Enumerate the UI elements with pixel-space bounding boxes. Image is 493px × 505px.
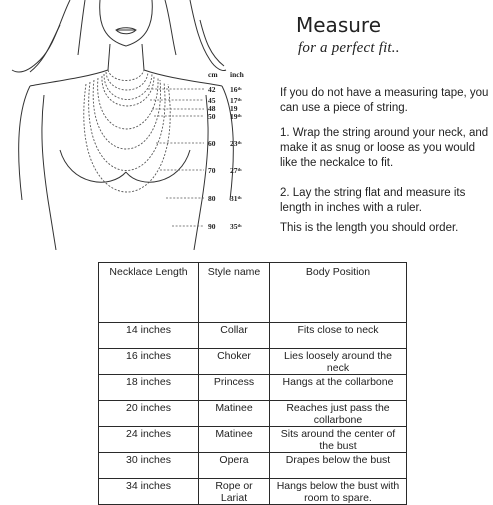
column-header: Style name <box>199 263 270 323</box>
unit-cm: cm <box>208 70 218 79</box>
cell-position: Fits close to neck <box>270 323 407 349</box>
cell-position: Reaches just pass the collarbone <box>270 401 407 427</box>
unit-inch: inch <box>230 70 244 79</box>
table-row <box>99 479 407 505</box>
cell-length: 14 inches <box>99 323 199 349</box>
cell-style: Collar <box>199 323 270 349</box>
cell-length: 24 inches <box>99 427 199 453</box>
measurement-cm: 45 <box>208 96 216 105</box>
cell-length: 34 inches <box>99 479 199 505</box>
cell-position: Hangs at the collarbone <box>270 375 407 401</box>
cell-style: Rope or Lariat <box>199 479 270 505</box>
measurement-cm: 50 <box>208 112 216 121</box>
measurement-cm: 42 <box>208 85 216 94</box>
measurement-inch: 31ᵗʰ <box>230 194 242 203</box>
measurement-inch: 17ᵗʰ <box>230 96 242 105</box>
table-header-row <box>99 263 407 323</box>
measurement-inch: 19ᵗʰ <box>230 112 242 121</box>
measurement-inch: 19 <box>230 104 238 113</box>
page-subtitle: for a perfect fit.. <box>298 40 400 56</box>
column-header: Body Position <box>270 263 407 323</box>
table-row <box>99 375 407 401</box>
necklace-size-table <box>98 262 407 505</box>
column-header: Necklace Length <box>99 263 199 323</box>
instruction-intro: If you do not have a measuring tape, you can use a piece of string. <box>280 87 489 114</box>
measurement-cm: 80 <box>208 194 216 203</box>
table-row <box>99 323 407 349</box>
page-title: Measure <box>296 13 381 37</box>
measurement-cm: 90 <box>208 222 216 231</box>
instruction-order-note: This is the length you should order. <box>280 222 459 234</box>
instruction-step-2: 2. Lay the string flat and measure its length in inches with a ruler. <box>280 187 466 214</box>
measurement-cm: 60 <box>208 139 216 148</box>
measurement-inch: 16ᵗʰ <box>230 85 242 94</box>
cell-length: 16 inches <box>99 349 199 375</box>
measurement-cm: 48 <box>208 104 216 113</box>
measurement-inch: 35ᵗʰ <box>230 222 242 231</box>
table-row <box>99 401 407 427</box>
cell-style: Matinee <box>199 401 270 427</box>
measurement-inch: 23ᵗʰ <box>230 139 242 148</box>
cell-position: Hangs below the bust with room to spare. <box>270 479 407 505</box>
measurement-cm: 70 <box>208 166 216 175</box>
table-row <box>99 349 407 375</box>
necklace-length-illustration <box>0 0 280 250</box>
measurement-inch: 27ᵗʰ <box>230 166 242 175</box>
cell-style: Matinee <box>199 427 270 453</box>
cell-style: Opera <box>199 453 270 479</box>
instruction-step-1: 1. Wrap the string around your neck, and make it as snug or loose as you would like the neckalce to fit. <box>280 127 489 169</box>
cell-style: Choker <box>199 349 270 375</box>
cell-length: 20 inches <box>99 401 199 427</box>
cell-position: Lies loosely around the neck <box>270 349 407 375</box>
table-row <box>99 453 407 479</box>
table-row <box>99 427 407 453</box>
cell-length: 18 inches <box>99 375 199 401</box>
cell-position: Drapes below the bust <box>270 453 407 479</box>
cell-style: Princess <box>199 375 270 401</box>
cell-length: 30 inches <box>99 453 199 479</box>
cell-position: Sits around the center of the bust <box>270 427 407 453</box>
